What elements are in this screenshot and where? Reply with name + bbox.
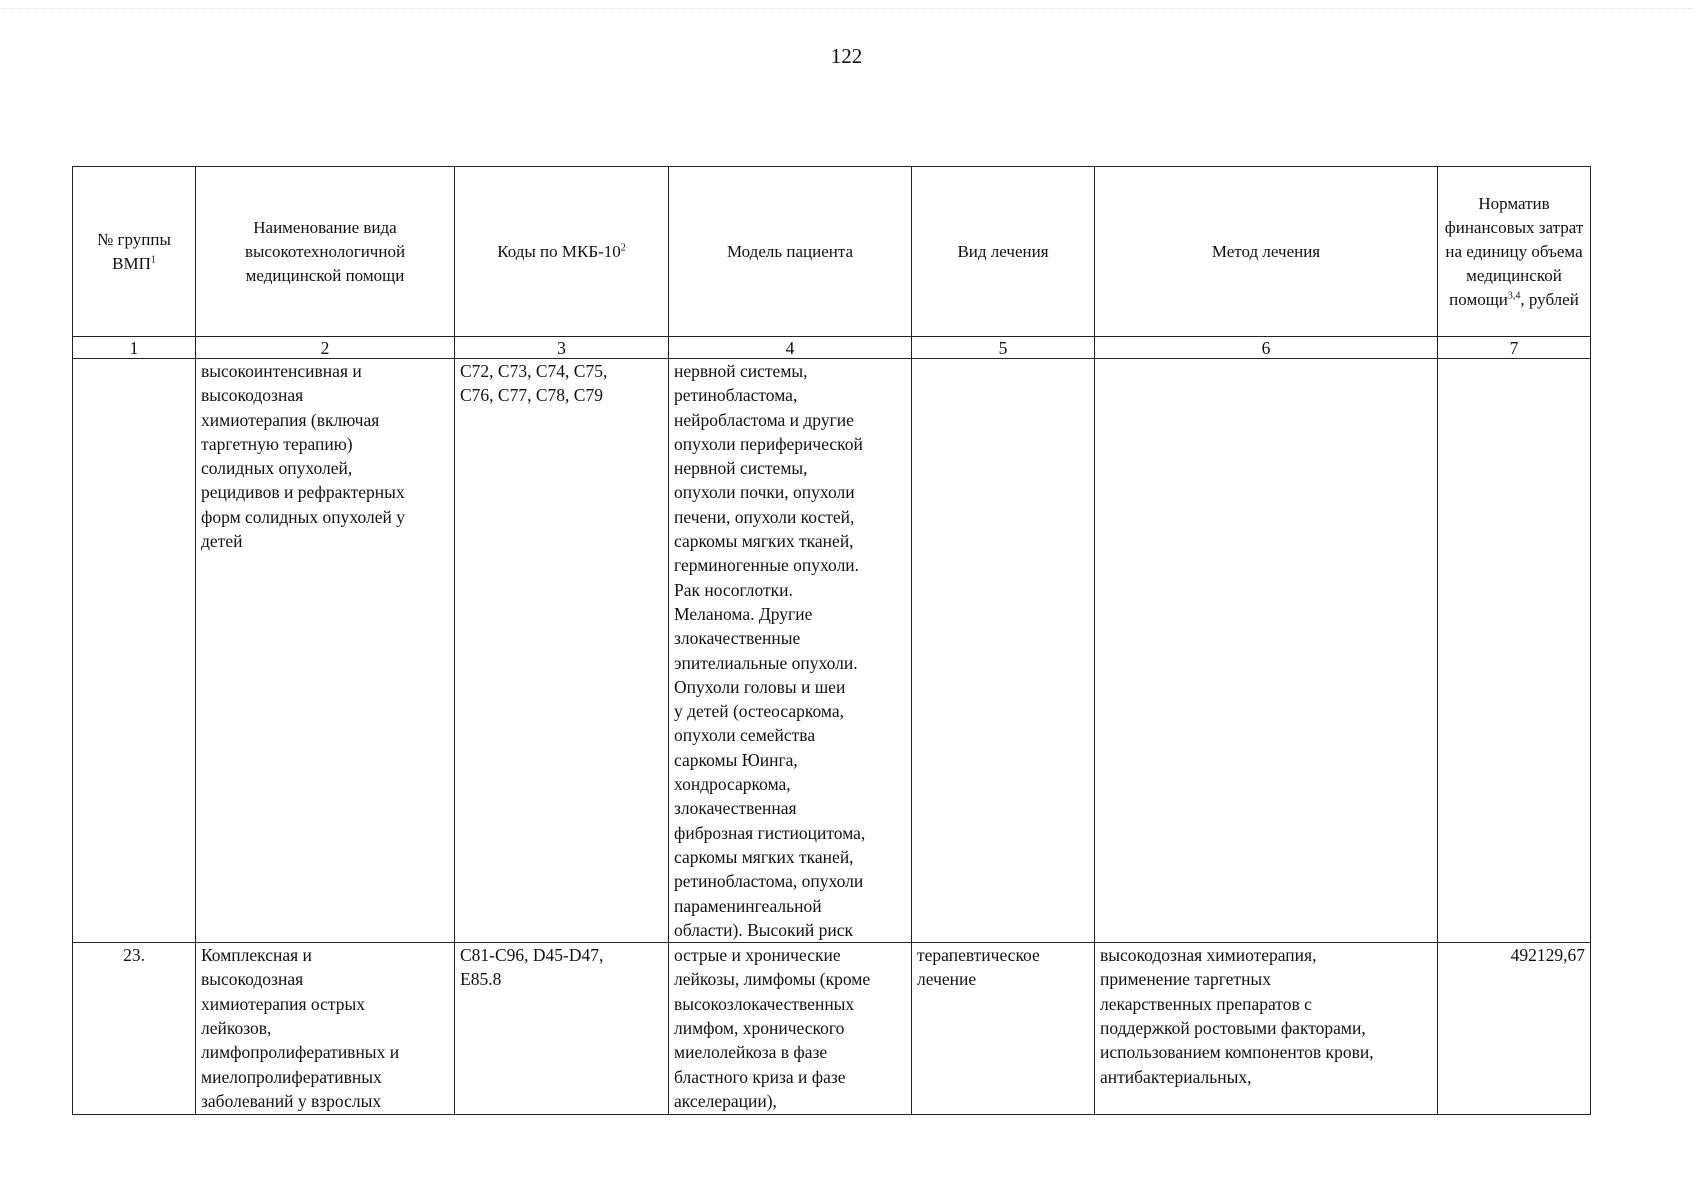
scan-artifact [0, 8, 1693, 11]
cell-name: высокоинтенсивная и высокодозная химиотерапия (включая таргетную терапию) солидных опухолей, рецидивов и рефрактерных форм солидных опухолей у детей [196, 359, 455, 943]
column-number: 1 [73, 337, 196, 359]
header-model: Модель пациента [669, 167, 912, 337]
table-row [73, 359, 1591, 943]
cell-cost: 492129,67 [1438, 943, 1591, 1115]
column-number: 6 [1095, 337, 1438, 359]
column-number: 5 [912, 337, 1095, 359]
cell-method [1095, 359, 1438, 943]
cell-codes: C81-C96, D45-D47, E85.8 [455, 943, 669, 1115]
cell-treatment-type [912, 359, 1095, 943]
header-cost: Норматив финансовых затрат на единицу объема медицинской помощи$^{3,4}$, рублей [1438, 167, 1591, 337]
column-number: 4 [669, 337, 912, 359]
cell-method: высокодозная химиотерапия, применение таргетных лекарственных препаратов с поддержкой ростовыми факторами, использованием компонентов крови, антибактериальных, [1095, 943, 1438, 1115]
cell-group: 23. [73, 943, 196, 1115]
column-number: 2 [196, 337, 455, 359]
header-method: Метод лечения [1095, 167, 1438, 337]
cell-codes: C72, C73, C74, C75, C76, C77, C78, C79 [455, 359, 669, 943]
cell-treatment-type: терапевтическое лечение [912, 943, 1095, 1115]
column-number: 3 [455, 337, 669, 359]
header-name: Наименование вида высокотехнологичной медицинской помощи [196, 167, 455, 337]
cell-model: нервной системы, ретинобластома, нейробластома и другие опухоли периферической нервной системы, опухоли почки, опухоли печени, опухоли костей, саркомы мягких тканей, герминогенные опухоли. Рак носоглотки. Меланома. Другие злокачественные эпителиальные опухоли. Опухоли головы и шеи у детей (остеосаркома, опухоли семейства саркомы Юинга, хондросаркома, злокачественная фиброзная гистиоцитома, саркомы мягких тканей, ретинобластома, опухоли параменингеальной области). Высокий риск [669, 359, 912, 943]
vmp-table [72, 166, 1591, 1115]
header-codes: Коды по МКБ-$10^2$ [455, 167, 669, 337]
cell-cost [1438, 359, 1591, 943]
header-treatment-type: Вид лечения [912, 167, 1095, 337]
page-number: 122 [830, 44, 863, 68]
table-row [73, 943, 1591, 1115]
column-number: 7 [1438, 337, 1591, 359]
cell-name: Комплексная и высокодозная химиотерапия острых лейкозов, лимфопролиферативных и миелопролиферативных заболеваний у взрослых [196, 943, 455, 1115]
cell-group [73, 359, 196, 943]
cell-model: острые и хронические лейкозы, лимфомы (кроме высокозлокачественных лимфом, хронического миелолейкоза в фазе бластного криза и фазе акселерации), [669, 943, 912, 1115]
column-number-row [73, 337, 1591, 359]
header-row [73, 167, 1591, 337]
header-group: № группы ВМП$^1$ [73, 167, 196, 337]
